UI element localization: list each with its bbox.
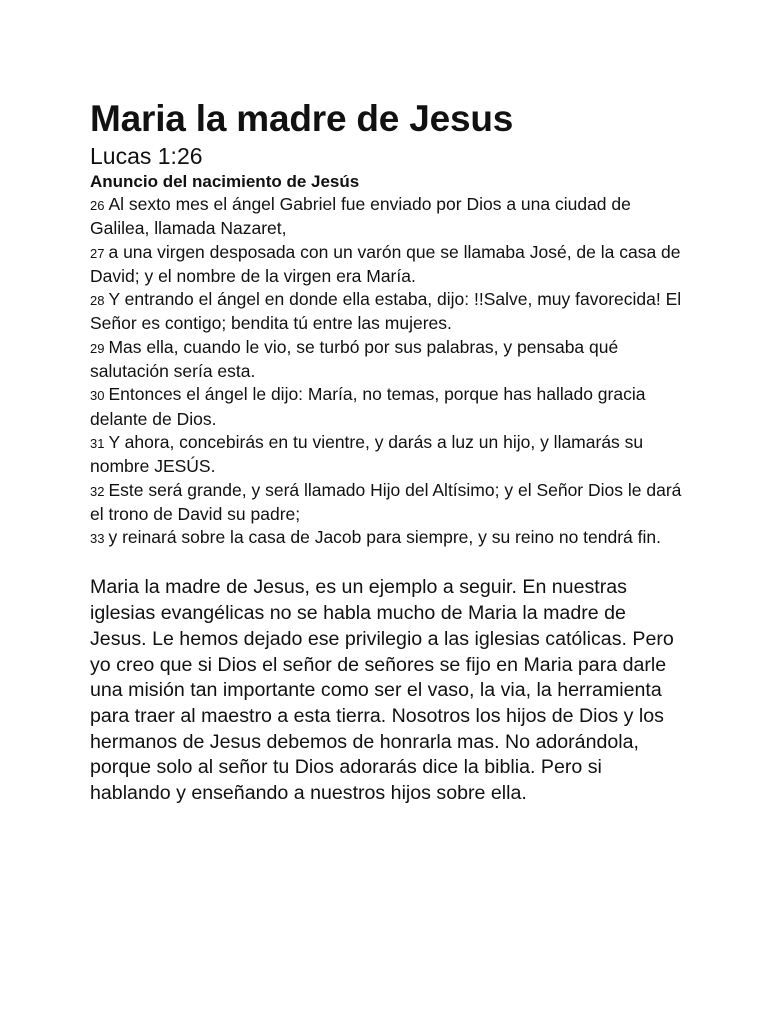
verse-30 [90,383,686,431]
document-page [90,96,686,826]
verse-number: 26 [90,198,105,213]
verse-number: 28 [90,293,105,309]
reflection-paragraph: Maria la madre de Jesus, es un ejemplo a seguir. En nuestras iglesias evangélicas no se habla mucho de Maria la madre de Jesus. Le hemos dejado ese privilegio a las iglesias católicas. Pero yo creo que si Dios el señor de señores se fijo en Maria para darle una misión tan importante como ser el vaso, la via, la herramienta para traer al maestro a esta tierra. Nosotros los hijos de Dios y los hermanos de Jesus debemos de honrarla mas. No adorándola, porque solo al señor tu Dios adorarás dice la biblia. Pero si hablando y enseñando a nuestros hijos sobre ella. [90,576,674,805]
verse-text: Este será grande, y será llamado Hijo del Altísimo; y el Señor Dios le dará el trono de David su padre; [90,479,682,524]
verse-number: 32 [90,483,105,499]
verse-26 [90,193,686,241]
verse-text: Al sexto mes el ángel Gabriel fue enviado por Dios a una ciudad de Galilea, llamada Nazaret, [90,194,631,239]
verse-32 [90,479,686,527]
verse-text: Y entrando el ángel en donde ella estaba, dijo: !!Salve, muy favorecida! El Señor es contigo; bendita tú entre las mujeres. [90,289,682,334]
verse-number: 30 [90,388,105,404]
verse-text: Mas ella, cuando le vio, se turbó por sus palabras, y pensaba qué salutación sería esta. [90,336,619,382]
page-title: Maria la madre de Jesus [90,98,514,139]
verse-text: Entonces el ángel le dijo: María, no temas, porque has hallado gracia delante de Dios. [90,384,646,429]
verse-27 [90,241,686,289]
verse-text: a una virgen desposada con un varón que se llamaba José, de la casa de David; y el nombre de la virgen era María. [90,241,681,286]
section-heading: Anuncio del nacimiento de Jesús [90,172,360,191]
verse-number: 31 [90,435,105,451]
verse-31 [90,431,686,479]
verse-number: 33 [90,531,105,547]
verse-list [90,193,686,550]
verse-number: 27 [90,245,105,261]
verse-number: 29 [90,340,105,356]
verse-28 [90,288,686,336]
verse-33 [90,526,686,550]
verse-29 [90,336,686,384]
verse-text: Y ahora, concebirás en tu vientre, y darás a luz un hijo, y llamarás su nombre JESÚS. [90,431,644,477]
scripture-reference: Lucas 1:26 [90,143,203,169]
verse-text: y reinará sobre la casa de Jacob para siempre, y su reino no tendrá fin. [108,527,661,548]
